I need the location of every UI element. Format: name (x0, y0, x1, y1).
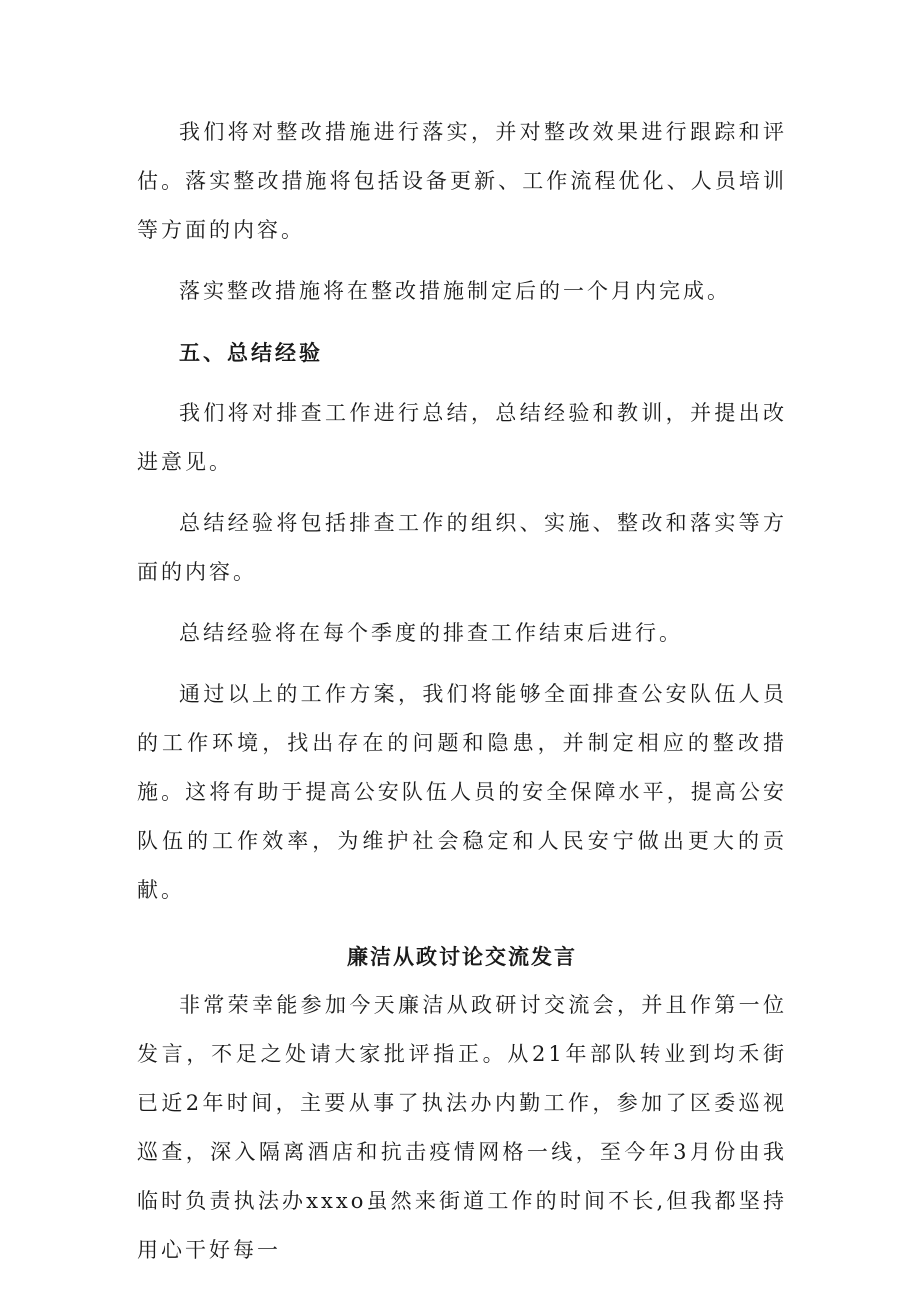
paragraph-speech-opening: 非常荣幸能参加今天廉洁从政研讨交流会，并且作第一位发言，不足之处请大家批评指正。从21年部队转业到均禾街已近2年时间，主要从事了执法办内勤工作，参加了区委巡视巡查，深入隔离酒店和抗击疫情网格一线，至今年3月份由我临时负责执法办xxxo虽然来街道工作的时间不长,但我都坚持用心干好每一 (137, 993, 787, 1262)
paragraph-rectification-implementation: 我们将对整改措施进行落实，并对整改效果进行跟踪和评估。落实整改措施将包括设备更新、工作流程优化、人员培训等方面的内容。 (137, 120, 787, 242)
document-page (137, 108, 787, 1275)
speech-title: 廉洁从政讨论交流发言 (347, 944, 577, 969)
paragraph-rectification-deadline: 落实整改措施将在整改措施制定后的一个月内完成。 (179, 279, 731, 303)
paragraph-summary-schedule: 总结经验将在每个季度的排查工作结束后进行。 (179, 621, 683, 645)
paragraph-summary-work: 我们将对排查工作进行总结，总结经验和教训，并提出改进意见。 (137, 401, 787, 474)
paragraph-conclusion: 通过以上的工作方案，我们将能够全面排查公安队伍人员的工作环境，找出存在的问题和隐患，并制定相应的整改措施。这将有助于提高公安队伍人员的安全保障水平，提高公安队伍的工作效率，为维护社会稳定和人民安宁做出更大的贡献。 (137, 682, 787, 902)
paragraph-summary-content: 总结经验将包括排查工作的组织、实施、整改和落实等方面的内容。 (137, 511, 787, 584)
section-heading-summary: 五、总结经验 (179, 340, 323, 365)
